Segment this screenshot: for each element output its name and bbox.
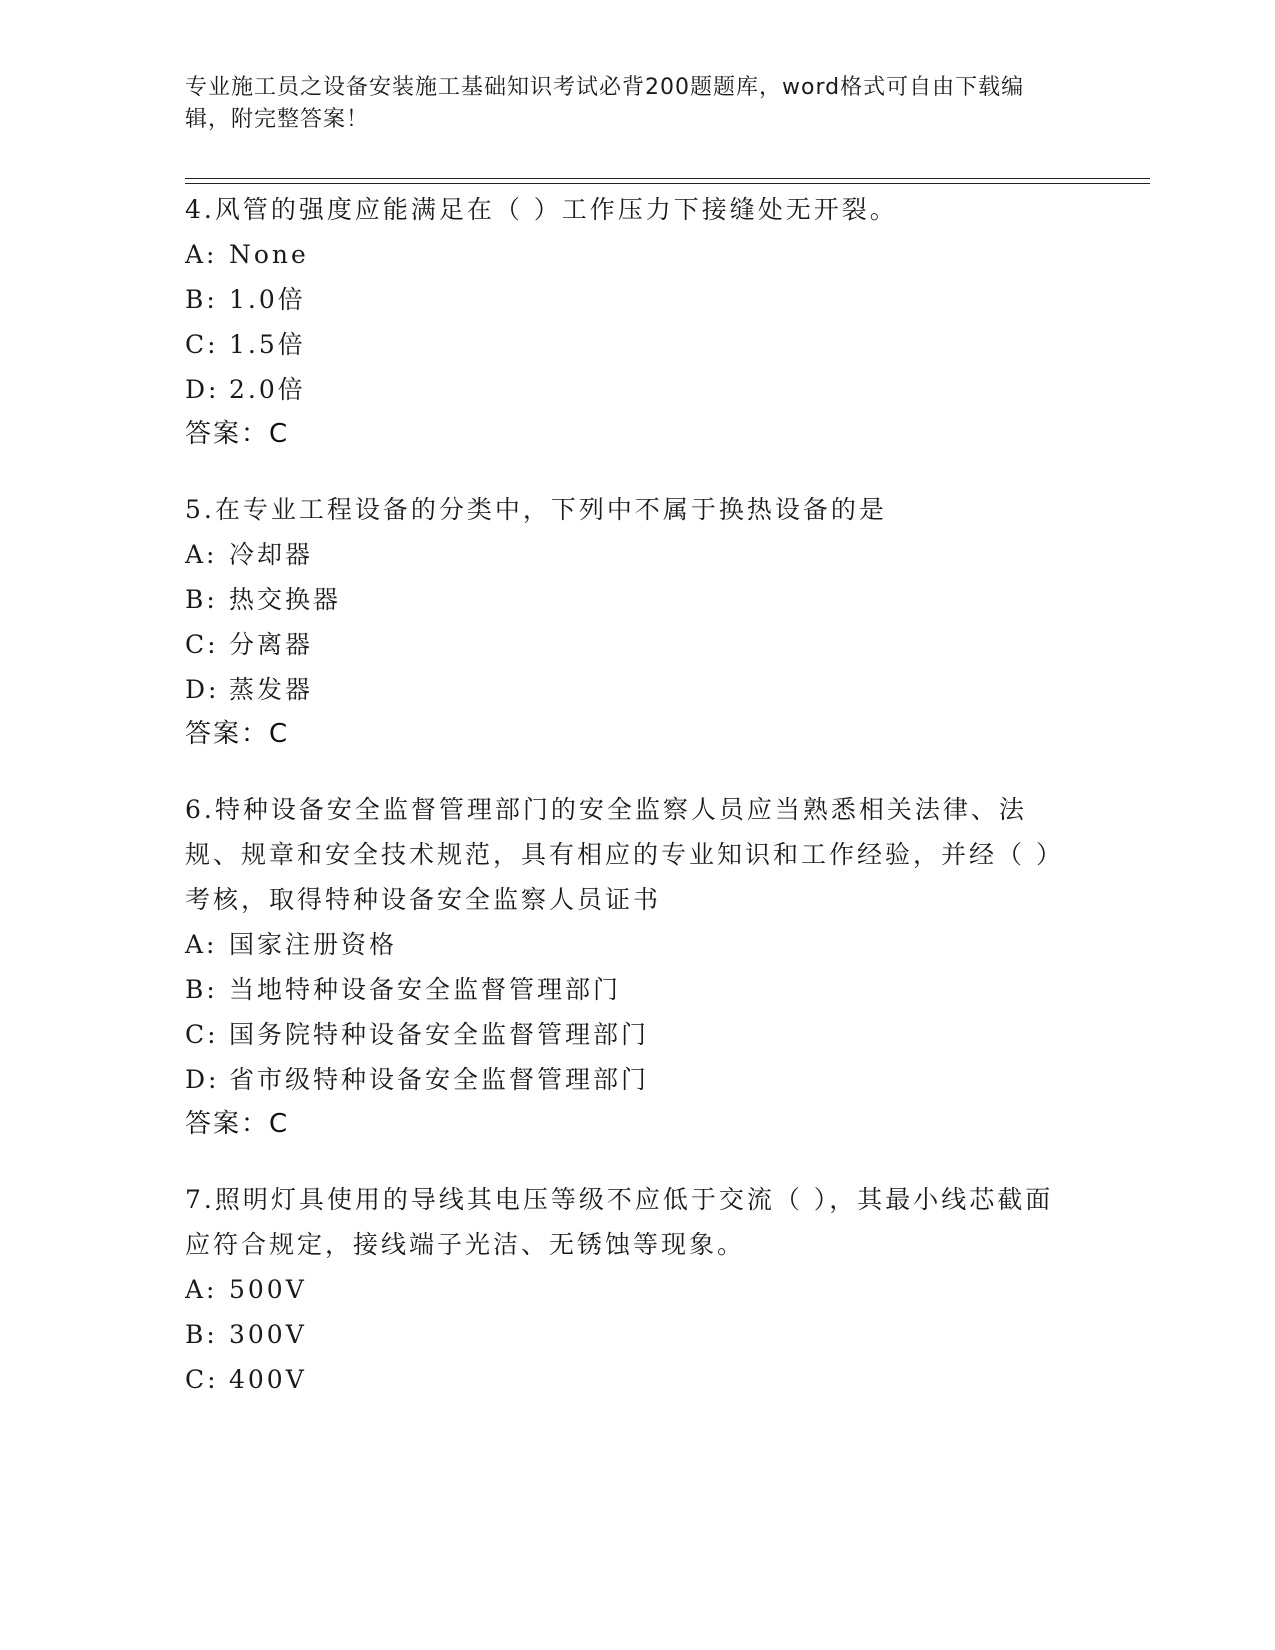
option-text: None <box>229 240 309 269</box>
answer-line: 答案：C <box>185 419 290 449</box>
question-5 <box>185 487 1070 757</box>
option-label: B: <box>185 285 218 314</box>
option-label: A: <box>185 240 218 269</box>
option-c <box>185 622 1070 667</box>
option-a <box>185 532 1070 577</box>
option-d <box>185 367 1070 412</box>
question-text: 4.风管的强度应能满足在（ ）工作压力下接缝处无开裂。 <box>185 195 898 224</box>
answer-line: 答案：C <box>185 1109 290 1139</box>
option-text: 热交换器 <box>229 585 342 614</box>
option-text: 400V <box>229 1365 307 1394</box>
option-text: 2.0倍 <box>229 375 306 404</box>
header-divider-bottom <box>185 183 1150 184</box>
question-6 <box>185 787 1070 1147</box>
option-label: A: <box>185 1275 218 1304</box>
question-text: 5.在专业工程设备的分类中，下列中不属于换热设备的是 <box>185 495 887 524</box>
question-text: 7.照明灯具使用的导线其电压等级不应低于交流（ ），其最小线芯截面应符合规定，接线端子光洁、无锈蚀等现象。 <box>185 1185 1054 1259</box>
option-c <box>185 322 1070 367</box>
option-label: B: <box>185 585 218 614</box>
option-text: 省市级特种设备安全监督管理部门 <box>229 1065 650 1094</box>
question-list <box>185 187 1070 1432</box>
option-label: C: <box>185 630 219 659</box>
option-b <box>185 277 1070 322</box>
option-label: D: <box>185 675 220 704</box>
option-label: C: <box>185 1020 219 1049</box>
option-label: A: <box>185 540 218 569</box>
option-d <box>185 1057 1070 1102</box>
option-text: 蒸发器 <box>229 675 314 704</box>
option-a <box>185 922 1070 967</box>
option-text: 500V <box>229 1275 307 1304</box>
document-header: 专业施工员之设备安装施工基础知识考试必背200题题库，word格式可自由下载编辑，附完整答案！ <box>185 75 1025 132</box>
header-divider-top <box>185 178 1150 179</box>
option-a <box>185 232 1070 277</box>
answer-line: 答案：C <box>185 719 290 749</box>
option-label: A: <box>185 930 218 959</box>
option-text: 国务院特种设备安全监督管理部门 <box>229 1020 650 1049</box>
option-text: 冷却器 <box>229 540 314 569</box>
option-label: D: <box>185 1065 220 1094</box>
option-text: 分离器 <box>229 630 314 659</box>
option-b <box>185 967 1070 1012</box>
option-label: C: <box>185 330 219 359</box>
option-label: B: <box>185 975 218 1004</box>
option-c <box>185 1012 1070 1057</box>
option-label: D: <box>185 375 220 404</box>
option-label: B: <box>185 1320 218 1349</box>
question-7 <box>185 1177 1070 1402</box>
option-text: 1.5倍 <box>229 330 306 359</box>
option-b <box>185 577 1070 622</box>
question-4 <box>185 187 1070 457</box>
option-label: C: <box>185 1365 219 1394</box>
option-text: 当地特种设备安全监督管理部门 <box>229 975 622 1004</box>
option-a <box>185 1267 1070 1312</box>
question-text: 6.特种设备安全监督管理部门的安全监察人员应当熟悉相关法律、法规、规章和安全技术规范，具有相应的专业知识和工作经验，并经（ ）考核，取得特种设备安全监察人员证书 <box>185 795 1064 914</box>
option-c <box>185 1357 1070 1402</box>
option-text: 国家注册资格 <box>229 930 398 959</box>
option-d <box>185 667 1070 712</box>
option-b <box>185 1312 1070 1357</box>
option-text: 300V <box>229 1320 307 1349</box>
option-text: 1.0倍 <box>229 285 306 314</box>
